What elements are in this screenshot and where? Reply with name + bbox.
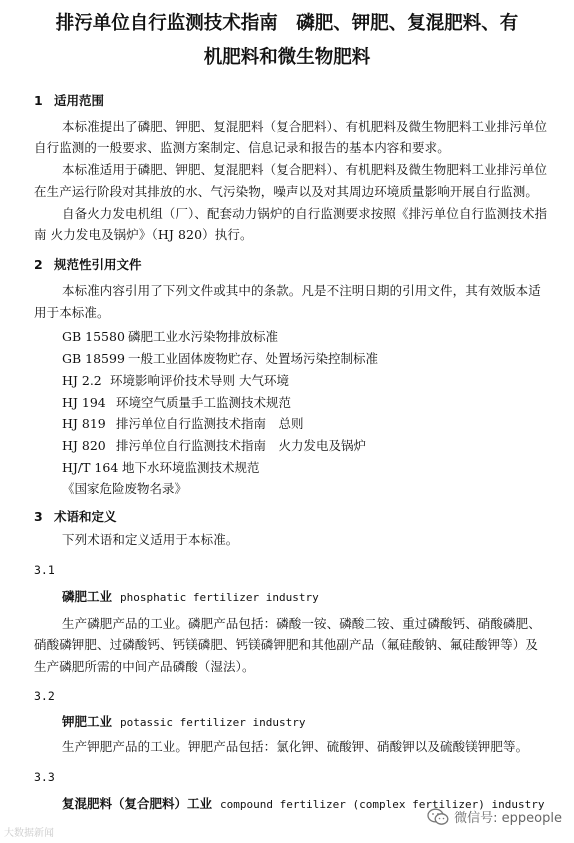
- scope-paragraph-2-line-1: 本标准适用于磷肥、钾肥、复混肥料（复合肥料）、有机肥料及微生物肥料工业排污单位: [62, 162, 548, 177]
- section-heading-1: [34, 91, 104, 109]
- reference-item: [62, 436, 366, 454]
- reference-code: HJ/T 164: [62, 460, 119, 475]
- section-title: 适用范围: [54, 93, 105, 108]
- refs-intro-line-1: 本标准内容引用了下列文件或其中的条款。凡是不注明日期的引用文件，其有效版本适: [62, 283, 541, 298]
- reference-code: HJ 2.2: [62, 373, 102, 388]
- wechat-icon: [427, 808, 449, 826]
- scope-paragraph-1-line-2: 自行监测的一般要求、监测方案制定、信息记录和报告的基本内容和要求。: [34, 140, 450, 155]
- reference-name: 一般工业固体废物贮存、处置场污染控制标准: [128, 351, 379, 366]
- term-definition-line: 硝酸磷钾肥、过磷酸钙、钙镁磷肥、钙镁磷钾肥和其他副产品（氟硅酸钠、氟硅酸钾等）及: [34, 637, 539, 652]
- terms-intro: 下列术语和定义适用于本标准。: [62, 532, 239, 547]
- reference-code: GB 15580: [62, 329, 125, 344]
- reference-item: [62, 327, 278, 345]
- term-english-name: potassic fertilizer industry: [120, 716, 306, 729]
- reference-name: 地下水环境监测技术规范: [122, 460, 260, 475]
- term-english-name: compound fertilizer (complex fertilizer) industry: [220, 798, 545, 811]
- document-title-line-1: 排污单位自行监测技术指南 磷肥、钾肥、复混肥料、有: [55, 13, 519, 34]
- reference-name: 磷肥工业水污染物排放标准: [128, 329, 279, 344]
- term-heading: [62, 587, 319, 605]
- document-title-line-2: 机肥料和微生物肥料: [203, 47, 371, 68]
- scope-paragraph-1-line-1: 本标准提出了磷肥、钾肥、复混肥料（复合肥料）、有机肥料及微生物肥料工业排污单位: [62, 119, 548, 134]
- refs-intro-line-2: 用于本标准。: [34, 305, 110, 320]
- reference-name: 排污单位自行监测技术指南 总则: [116, 416, 304, 431]
- scope-paragraph-3-line-2: 南 火力发电及锅炉》（HJ 820）执行。: [34, 227, 253, 242]
- term-definition-line: 生产磷肥产品的工业。磷肥产品包括：磷酸一铵、磷酸二铵、重过磷酸钙、硝酸磷肥、: [62, 616, 541, 631]
- term-chinese-name: 复混肥料（复合肥料）工业: [62, 796, 213, 811]
- reference-catalog: 《国家危险废物名录》: [62, 481, 188, 496]
- section-title: 规范性引用文件: [54, 257, 142, 272]
- reference-code: HJ 819: [62, 416, 106, 431]
- scope-paragraph-2-line-2: 在生产运行阶段对其排放的水、气污染物，噪声以及对其周边环境质量影响开展自行监测。: [34, 184, 539, 199]
- term-number: 3.2: [34, 689, 55, 703]
- reference-item: [62, 349, 378, 367]
- reference-code: GB 18599: [62, 351, 125, 366]
- reference-code: HJ 820: [62, 438, 106, 453]
- section-title: 术语和定义: [54, 509, 117, 524]
- watermark-right: [427, 807, 562, 826]
- reference-code: HJ 194: [62, 395, 106, 410]
- reference-item: [62, 458, 260, 476]
- section-number: 1: [34, 93, 43, 108]
- term-heading: [62, 712, 305, 730]
- reference-name: 排污单位自行监测技术指南 火力发电及锅炉: [116, 438, 367, 453]
- section-number: 2: [34, 257, 43, 272]
- reference-item: [62, 371, 289, 389]
- term-definition-line: 生产钾肥产品的工业。钾肥产品包括：氯化钾、硫酸钾、硝酸钾以及硫酸镁钾肥等。: [62, 739, 529, 754]
- term-number: 3.1: [34, 563, 55, 577]
- section-number: 3: [34, 509, 43, 524]
- term-definition-line: 生产磷肥所需的中间产品磷酸（湿法）。: [34, 659, 255, 674]
- reference-name: 环境空气质量手工监测技术规范: [116, 395, 292, 410]
- term-chinese-name: 钾肥工业: [62, 714, 113, 729]
- watermark-left: 大数据新闻: [4, 828, 54, 839]
- reference-name: 环境影响评价技术导则 大气环境: [110, 373, 289, 388]
- term-chinese-name: 磷肥工业: [62, 589, 113, 604]
- reference-item: [62, 393, 291, 411]
- watermark-text: 微信号: eppeople: [454, 811, 562, 826]
- section-heading-3: [34, 507, 117, 525]
- scope-paragraph-3-line-1: 自备火力发电机组（厂）、配套动力锅炉的自行监测要求按照《排污单位自行监测技术指: [62, 206, 548, 221]
- term-english-name: phosphatic fertilizer industry: [120, 591, 319, 604]
- term-number: 3.3: [34, 770, 55, 784]
- reference-item: [62, 414, 304, 432]
- section-heading-2: [34, 255, 142, 273]
